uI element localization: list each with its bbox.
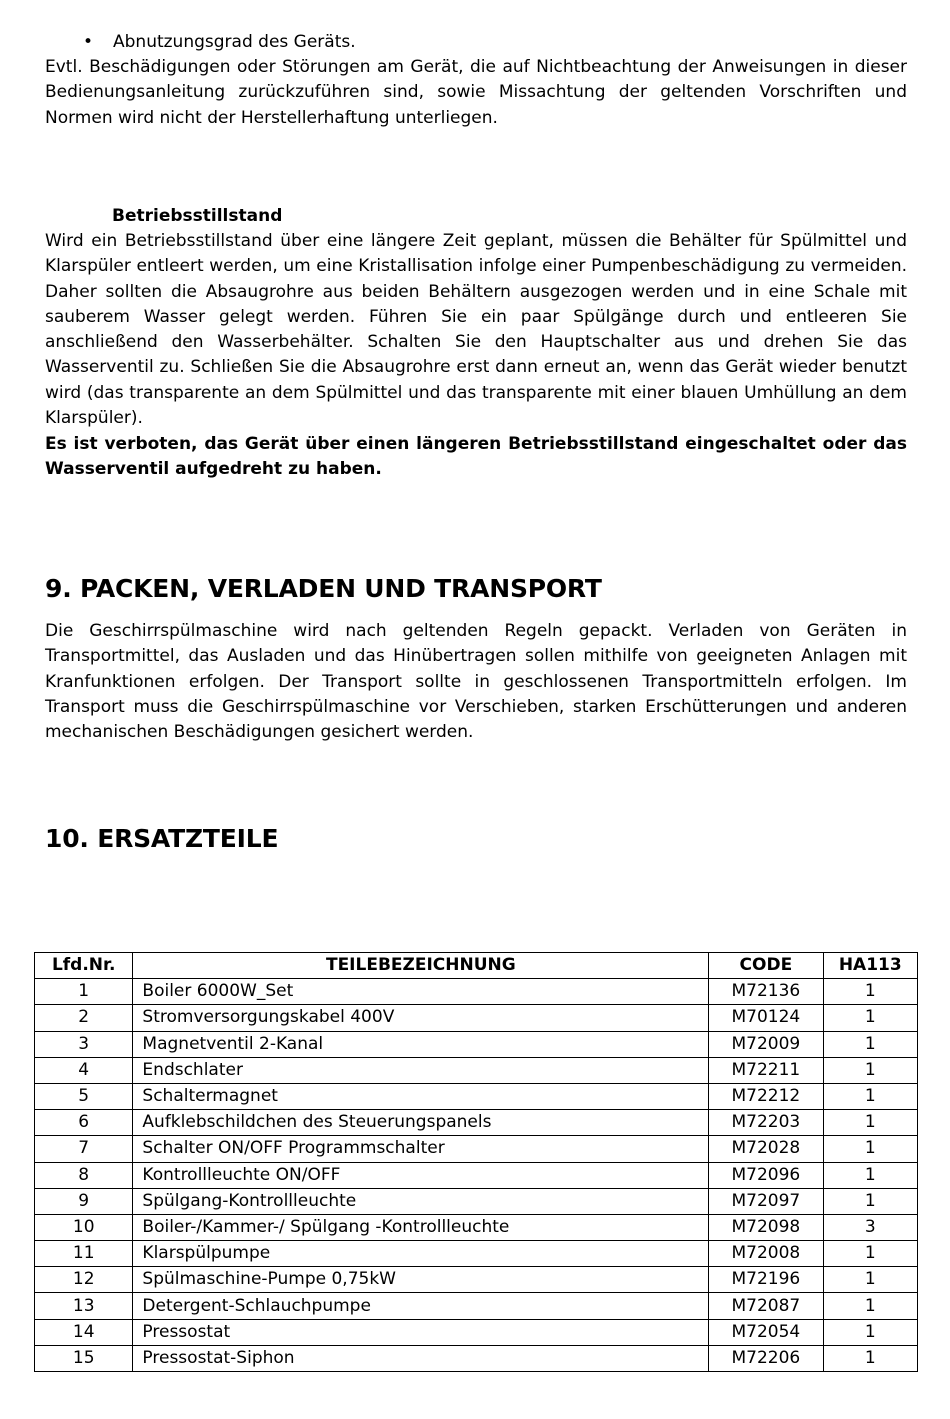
section-10-heading: 10. ERSATZTEILE xyxy=(45,824,279,853)
row-part-name: Stromversorgungskabel 400V xyxy=(133,1005,709,1031)
table-row xyxy=(35,1267,918,1293)
table-row xyxy=(35,1345,918,1371)
row-quantity: 1 xyxy=(823,1057,918,1083)
table-row xyxy=(35,1057,918,1083)
table-row xyxy=(35,1110,918,1136)
row-quantity: 1 xyxy=(823,979,918,1005)
table-row xyxy=(35,1241,918,1267)
section-9-heading: 9. PACKEN, VERLADEN UND TRANSPORT xyxy=(45,574,602,603)
row-part-name: Pressostat xyxy=(133,1319,709,1345)
row-quantity: 1 xyxy=(823,1031,918,1057)
betriebsstillstand-warning: Es ist verboten, das Gerät über einen längeren Betriebsstillstand eingeschaltet oder das Wasserventil aufgedreht zu haben. xyxy=(45,434,907,480)
section-9-paragraph: Die Geschirrspülmaschine wird nach geltenden Regeln gepackt. Verladen von Geräten in Transportmittel, das Ausladen und das Hinübertragen sollen mithilfe von geeigneten Anlagen mit Kranfunktionen erfolgen. Der Transport sollte in geschlossenen Transportmitteln erfolgen. Im Transport muss die Geschirrspülmaschine vor Verschieben, starken Erschütterungen und anderen mechanischen Beschädigungen gesichert werden. xyxy=(45,621,907,743)
row-part-name: Spülmaschine-Pumpe 0,75kW xyxy=(133,1267,709,1293)
row-quantity: 1 xyxy=(823,1293,918,1319)
row-number: 10 xyxy=(35,1214,133,1240)
row-code: M72028 xyxy=(709,1136,823,1162)
row-code: M72054 xyxy=(709,1319,823,1345)
column-header-ha113: HA113 xyxy=(823,953,918,979)
table-row xyxy=(35,1031,918,1057)
liability-paragraph: Evtl. Beschädigungen oder Störungen am Gerät, die auf Nichtbeachtung der Anweisungen in dieser Bedienungsanleitung zurückzuführen sind, sowie Missachtung der geltenden Vorschriften und Normen wird nicht der Herstellerhaftung unterliegen. xyxy=(45,57,907,128)
row-number: 14 xyxy=(35,1319,133,1345)
row-number: 13 xyxy=(35,1293,133,1319)
table-header-row xyxy=(35,953,918,979)
row-number: 4 xyxy=(35,1057,133,1083)
betriebsstillstand-heading: Betriebsstillstand xyxy=(112,206,283,226)
row-part-name: Endschlater xyxy=(133,1057,709,1083)
row-part-name: Schaltermagnet xyxy=(133,1083,709,1109)
row-quantity: 1 xyxy=(823,1110,918,1136)
row-code: M72136 xyxy=(709,979,823,1005)
row-part-name: Klarspülpumpe xyxy=(133,1241,709,1267)
table-row xyxy=(35,1005,918,1031)
row-code: M72098 xyxy=(709,1214,823,1240)
row-code: M72196 xyxy=(709,1267,823,1293)
row-part-name: Detergent-Schlauchpumpe xyxy=(133,1293,709,1319)
row-part-name: Kontrollleuchte ON/OFF xyxy=(133,1162,709,1188)
spare-parts-table xyxy=(34,952,918,1372)
row-quantity: 1 xyxy=(823,1188,918,1214)
row-number: 5 xyxy=(35,1083,133,1109)
column-header-code: CODE xyxy=(709,953,823,979)
bullet-item xyxy=(45,30,907,55)
row-number: 6 xyxy=(35,1110,133,1136)
table-row xyxy=(35,979,918,1005)
row-code: M72203 xyxy=(709,1110,823,1136)
row-code: M72087 xyxy=(709,1293,823,1319)
row-quantity: 1 xyxy=(823,1136,918,1162)
row-number: 9 xyxy=(35,1188,133,1214)
table-row xyxy=(35,1162,918,1188)
row-quantity: 1 xyxy=(823,1162,918,1188)
row-code: M72212 xyxy=(709,1083,823,1109)
row-code: M70124 xyxy=(709,1005,823,1031)
row-number: 2 xyxy=(35,1005,133,1031)
row-number: 3 xyxy=(35,1031,133,1057)
row-number: 1 xyxy=(35,979,133,1005)
row-part-name: Boiler 6000W_Set xyxy=(133,979,709,1005)
row-part-name: Boiler-/Kammer-/ Spülgang -Kontrollleuchte xyxy=(133,1214,709,1240)
row-number: 15 xyxy=(35,1345,133,1371)
row-quantity: 1 xyxy=(823,1083,918,1109)
row-quantity: 1 xyxy=(823,1005,918,1031)
table-body xyxy=(35,979,918,1372)
row-quantity: 1 xyxy=(823,1267,918,1293)
table-row xyxy=(35,1293,918,1319)
betriebsstillstand-paragraph: Wird ein Betriebsstillstand über eine längere Zeit geplant, müssen die Behälter für Spülmittel und Klarspüler entleert werden, um eine Kristallisation infolge einer Pumpenbeschädigung zu vermeiden. Daher sollten die Absaugrohre aus beiden Behältern ausgezogen werden und in eine Schale mit sauberem Wasser gelegt werden. Führen Sie ein paar Spülgänge durch und entleeren Sie anschließend den Wasserbehälter. Schalten Sie den Hauptschalter aus und drehen Sie das Wasserventil zu. Schließen Sie die Absaugrohre erst dann erneut an, wenn das Gerät wieder benutzt wird (das transparente an dem Spülmittel und das transparente mit einer blauen Umhüllung an dem Klarspüler). xyxy=(45,231,907,429)
row-code: M72096 xyxy=(709,1162,823,1188)
row-part-name: Spülgang-Kontrollleuchte xyxy=(133,1188,709,1214)
row-code: M72008 xyxy=(709,1241,823,1267)
row-quantity: 1 xyxy=(823,1345,918,1371)
row-number: 7 xyxy=(35,1136,133,1162)
row-quantity: 1 xyxy=(823,1319,918,1345)
row-code: M72097 xyxy=(709,1188,823,1214)
table-row xyxy=(35,1319,918,1345)
row-code: M72009 xyxy=(709,1031,823,1057)
table-row xyxy=(35,1083,918,1109)
table-row xyxy=(35,1188,918,1214)
row-number: 12 xyxy=(35,1267,133,1293)
row-part-name: Pressostat-Siphon xyxy=(133,1345,709,1371)
column-header-number: Lfd.Nr. xyxy=(35,953,133,979)
row-number: 8 xyxy=(35,1162,133,1188)
column-header-part-name: TEILEBEZEICHNUNG xyxy=(133,953,709,979)
table-row xyxy=(35,1136,918,1162)
row-code: M72211 xyxy=(709,1057,823,1083)
row-quantity: 3 xyxy=(823,1214,918,1240)
row-code: M72206 xyxy=(709,1345,823,1371)
row-part-name: Schalter ON/OFF Programmschalter xyxy=(133,1136,709,1162)
bullet-text: Abnutzungsgrad des Geräts. xyxy=(113,32,356,52)
bullet-icon: • xyxy=(83,32,94,52)
row-quantity: 1 xyxy=(823,1241,918,1267)
row-part-name: Magnetventil 2-Kanal xyxy=(133,1031,709,1057)
row-number: 11 xyxy=(35,1241,133,1267)
row-part-name: Aufklebschildchen des Steuerungspanels xyxy=(133,1110,709,1136)
table-row xyxy=(35,1214,918,1240)
